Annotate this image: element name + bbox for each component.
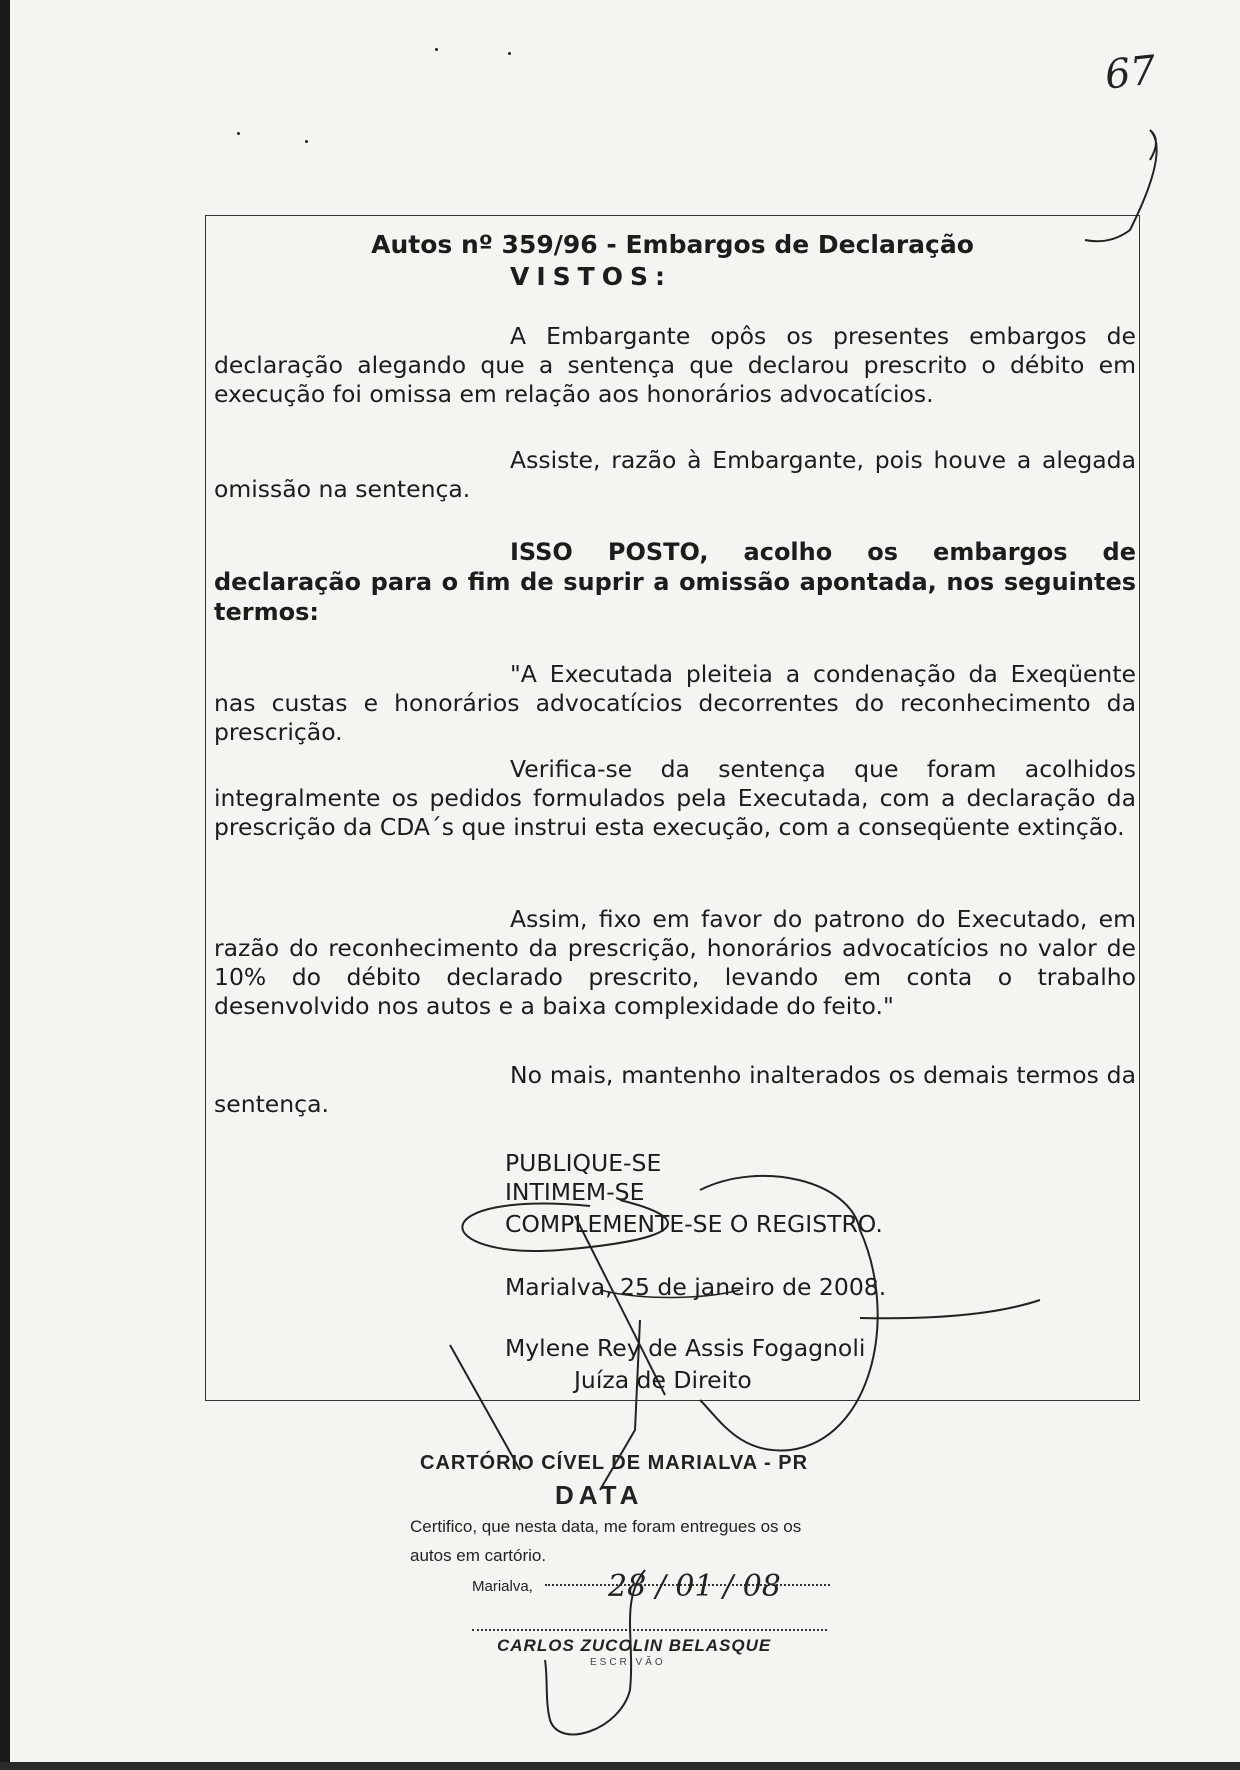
- scan-edge-bottom: [0, 1762, 1240, 1770]
- vistos-heading: VISTOS:: [510, 262, 672, 291]
- paragraph-1: A Embargante opôs os presentes embargos de declaração alegando que a sentença que declarou prescrito o débito em execução foi omissa em relação aos honorários advocatícios.: [214, 322, 1136, 408]
- complemente-line: COMPLEMENTE-SE O REGISTRO.: [505, 1210, 883, 1238]
- place-date: Marialva, 25 de janeiro de 2008.: [505, 1273, 887, 1301]
- certificate-date-line: [545, 1584, 830, 1586]
- judge-name: Mylene Rey de Assis Fogagnoli: [505, 1334, 866, 1362]
- scan-speck: [508, 52, 511, 55]
- clerk-name: CARLOS ZUCOLIN BELASQUE: [497, 1636, 772, 1655]
- certificate-city: Marialva,: [472, 1578, 533, 1595]
- handwritten-date-icon: [607, 1569, 781, 1604]
- document-title: Autos nº 359/96 - Embargos de Declaração: [371, 230, 974, 259]
- paragraph-4-quote: "A Executada pleiteia a condenação da Exeqüente nas custas e honorários advocatícios decorrentes do reconhecimento da prescrição.: [214, 660, 1136, 746]
- certificate-office: CARTÓRIO CÍVEL DE MARIALVA - PR: [420, 1452, 809, 1474]
- intimem-line: INTIMEM-SE: [505, 1178, 645, 1206]
- publique-line: PUBLIQUE-SE: [505, 1149, 662, 1177]
- paragraph-2: Assiste, razão à Embargante, pois houve a alegada omissão na sentença.: [214, 446, 1136, 503]
- certificate-signature-line: [472, 1629, 827, 1631]
- folio-number: 67: [1102, 47, 1159, 99]
- certificate-text: Certifico, que nesta data, me foram entregues os os autos em cartório.: [410, 1517, 802, 1565]
- clerk-role: ESCRIVÃO: [590, 1657, 666, 1668]
- paragraph-5-quote: Verifica-se da sentença que foram acolhidos integralmente os pedidos formulados pela Executada, com a declaração da prescrição da CDA´s que instrui esta execução, com a conseqüente extinção.: [214, 755, 1136, 841]
- paragraph-3-decision: ISSO POSTO, acolho os embargos de declaração para o fim de suprir a omissão apontada, nos seguintes termos:: [214, 538, 1136, 626]
- paragraph-6-quote: Assim, fixo em favor do patrono do Executado, em razão do reconhecimento da prescrição, honorários advocatícios no valor de 10% do débito declarado prescrito, levando em conta o trabalho desenvolvido nos autos e a baixa complexidade do feito.": [214, 905, 1136, 1020]
- judge-title: Juíza de Direito: [574, 1366, 752, 1394]
- paragraph-7: No mais, mantenho inalterados os demais termos da sentença.: [214, 1061, 1136, 1118]
- scan-speck: [435, 48, 438, 51]
- handwritten-date-text: 28 / 01 / 08: [608, 1569, 781, 1604]
- certificate-heading: DATA: [555, 1480, 644, 1510]
- scan-speck: [305, 140, 308, 143]
- scan-speck: [237, 132, 240, 135]
- scan-edge-left: [0, 0, 10, 1770]
